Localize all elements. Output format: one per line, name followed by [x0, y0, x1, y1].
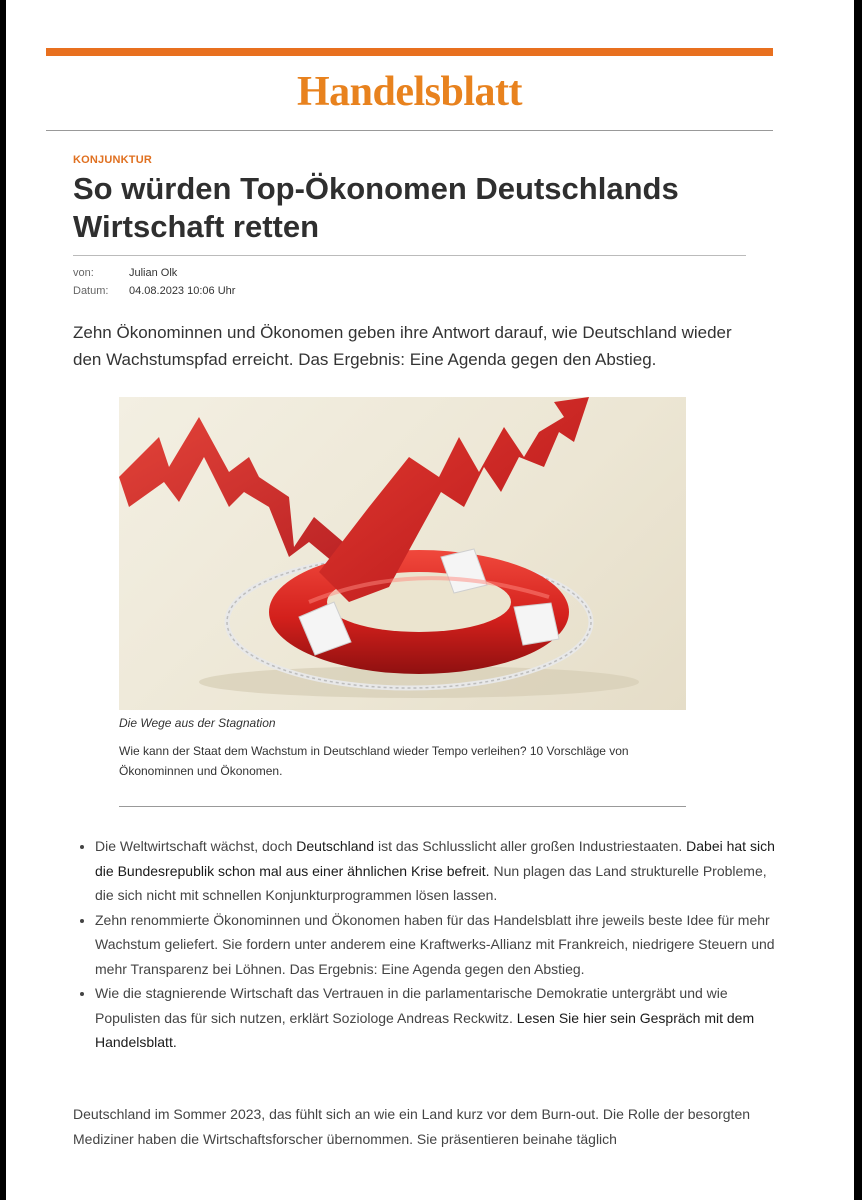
summary-item — [95, 981, 775, 1055]
summary-text: Die Weltwirtschaft wächst, doch — [95, 838, 297, 854]
image-caption-title: Die Wege aus der Stagnation — [119, 716, 276, 730]
brand-bar — [46, 48, 773, 56]
image-caption-text: Wie kann der Staat dem Wachstum in Deutschland wieder Tempo verleihen? 10 Vorschläge von Ökonominnen und Ökonomen. — [119, 744, 629, 778]
author-name[interactable]: Julian Olk — [129, 267, 178, 279]
hero-image[interactable] — [119, 397, 686, 710]
article-body-paragraph: Deutschland im Sommer 2023, das fühlt sich an wie ein Land kurz vor dem Burn-out. Die Rolle der besorgten Mediziner haben die Wirtschaftsforscher übernommen. Sie präsentieren beinahe täglich — [73, 1106, 751, 1147]
article-page — [6, 0, 854, 1200]
header-divider — [46, 130, 773, 131]
image-divider — [119, 806, 686, 807]
summary-text: Zehn renommierte Ökonominnen und Ökonomen haben für das Handelsblatt ihre jeweils beste Idee für mehr Wachstum geliefert. Sie fordern unter anderem eine Kraftwerks-Allianz mit Frankreich, niedrigere Steuern und mehr Transparenz bei Löhnen. Das Ergebnis: Eine Agenda gegen den Abstieg. — [95, 911, 775, 977]
summary-text: ist das Schlusslicht aller großen Industriestaaten. — [374, 838, 687, 854]
article-lead: Zehn Ökonominnen und Ökonomen geben ihre Antwort darauf, wie Deutschland wieder den Wachstumspfad erreicht. Das Ergebnis: Eine Agenda gegen den Abstieg. — [73, 323, 732, 369]
summary-text: Nun plagen das Land strukturelle Probleme, die sich nicht mit schnellen Konjunkturprogrammen lösen lassen. — [95, 862, 767, 903]
author-label: von: — [73, 267, 94, 279]
lifebuoy-arrow-illustration — [119, 397, 686, 710]
article-kicker[interactable]: KONJUNKTUR — [73, 154, 152, 166]
inline-link-interview[interactable]: Lesen Sie hier sein Gespräch mit dem Handelsblatt. — [95, 1009, 755, 1050]
summary-text: Wie die stagnierende Wirtschaft das Vertrauen in die parlamentarische Demokratie untergräbt und wie Populisten das für sich nutzen, erklärt Soziologe Andreas Reckwitz. — [95, 985, 728, 1026]
summary-list — [73, 834, 775, 1055]
summary-item — [95, 834, 775, 908]
date-label: Datum: — [73, 285, 109, 297]
publish-date: 04.08.2023 10:06 Uhr — [129, 285, 236, 297]
inline-link-krise[interactable]: Dabei hat sich die Bundesrepublik schon mal aus einer ähnlichen Krise befreit. — [95, 838, 775, 879]
inline-link-deutschland[interactable]: Deutschland — [296, 838, 375, 854]
summary-item — [95, 908, 775, 982]
headline-divider — [73, 255, 746, 256]
article-headline: So würden Top-Ökonomen Deutschlands Wirtschaft retten — [73, 171, 679, 244]
site-logo[interactable]: Handelsblatt — [296, 69, 523, 115]
